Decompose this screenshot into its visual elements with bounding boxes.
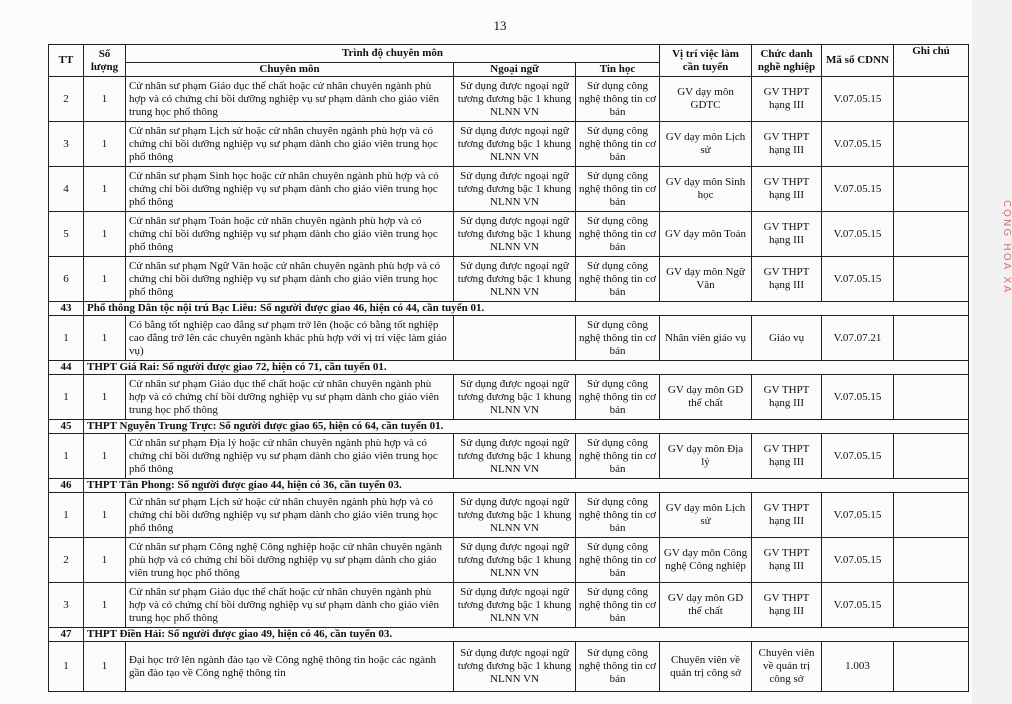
cell-it: Sử dụng công nghệ thông tin cơ bản — [576, 493, 660, 538]
cell-job-title: Giáo vụ — [752, 316, 822, 361]
table-row — [49, 212, 969, 257]
cell-major: Cử nhân sư phạm Giáo dục thể chất hoặc cử nhân chuyên ngành phù hợp và có chứng chỉ bồi dưỡng nghiệp vụ sư phạm dành cho giáo viên trung học phổ thông — [126, 375, 454, 420]
cell-tt: 2 — [49, 77, 84, 122]
table-row — [49, 493, 969, 538]
cell-position: GV dạy môn Lịch sử — [660, 493, 752, 538]
table-row — [49, 167, 969, 212]
cell-quantity: 1 — [84, 167, 126, 212]
cell-position: GV dạy môn Ngữ Văn — [660, 257, 752, 302]
cell-language: Sử dụng được ngoại ngữ tương đương bậc 1 khung NLNN VN — [454, 257, 576, 302]
cell-job-title: GV THPT hạng III — [752, 122, 822, 167]
cell-it: Sử dụng công nghệ thông tin cơ bản — [576, 167, 660, 212]
cell-position: GV dạy môn GDTC — [660, 77, 752, 122]
cell-note — [894, 77, 969, 122]
cell-job-title: GV THPT hạng III — [752, 167, 822, 212]
cell-tt: 3 — [49, 583, 84, 628]
cell-note — [894, 167, 969, 212]
cell-note — [894, 642, 969, 692]
cell-code: 1.003 — [822, 642, 894, 692]
cell-major: Cử nhân sư phạm Địa lý hoặc cử nhân chuyên ngành phù hợp và có chứng chỉ bồi dưỡng nghiệp vụ sư phạm dành cho giáo viên trung học phổ thông — [126, 434, 454, 479]
red-seal-stamp: CỘNG HÒA XÃ — [1001, 200, 1012, 295]
header-row-1 — [49, 45, 969, 63]
cell-position: Chuyên viên về quản trị công sở — [660, 642, 752, 692]
cell-major: Đại học trở lên ngành đào tạo về Công nghệ thông tin hoặc các ngành gần đào tạo về Công nghệ thông tin — [126, 642, 454, 692]
table-row — [49, 316, 969, 361]
cell-quantity: 1 — [84, 77, 126, 122]
page-number: 13 — [493, 18, 507, 33]
cell-note — [894, 434, 969, 479]
cell-major: Cử nhân sư phạm Ngữ Văn hoặc cử nhân chuyên ngành phù hợp và có chứng chỉ bồi dưỡng nghiệp vụ sư phạm dành cho giáo viên trung học phổ thông — [126, 257, 454, 302]
cell-quantity: 1 — [84, 375, 126, 420]
cell-job-title: Chuyên viên về quản trị công sở — [752, 642, 822, 692]
cell-tt: 6 — [49, 257, 84, 302]
cell-language: Sử dụng được ngoại ngữ tương đương bậc 1 khung NLNN VN — [454, 212, 576, 257]
cell-job-title: GV THPT hạng III — [752, 493, 822, 538]
cell-job-title: GV THPT hạng III — [752, 434, 822, 479]
cell-note — [894, 212, 969, 257]
cell-position: GV dạy môn Công nghệ Công nghiệp — [660, 538, 752, 583]
cell-note — [894, 375, 969, 420]
cell-tt: 1 — [49, 375, 84, 420]
cell-note — [894, 538, 969, 583]
cell-job-title: GV THPT hạng III — [752, 212, 822, 257]
cell-major: Cử nhân sư phạm Lịch sử hoặc cử nhân chuyên ngành phù hợp và có chứng chỉ bồi dưỡng nghiệp vụ sư phạm dành cho giáo viên trung học phổ thông — [126, 493, 454, 538]
cell-tt: 3 — [49, 122, 84, 167]
group-title: THPT Điền Hải: Số người được giao 49, hiện có 46, cần tuyển 03. — [84, 628, 969, 642]
cell-tt: 1 — [49, 642, 84, 692]
cell-quantity: 1 — [84, 583, 126, 628]
cell-quantity: 1 — [84, 212, 126, 257]
table-row — [49, 375, 969, 420]
cell-language: Sử dụng được ngoại ngữ tương đương bậc 1 khung NLNN VN — [454, 583, 576, 628]
cell-it: Sử dụng công nghệ thông tin cơ bản — [576, 122, 660, 167]
cell-it: Sử dụng công nghệ thông tin cơ bản — [576, 77, 660, 122]
group-row — [49, 302, 969, 316]
cell-position: GV dạy môn Địa lý — [660, 434, 752, 479]
cell-tt: 1 — [49, 434, 84, 479]
group-row — [49, 420, 969, 434]
cell-it: Sử dụng công nghệ thông tin cơ bản — [576, 642, 660, 692]
cell-major: Cử nhân sư phạm Công nghệ Công nghiệp hoặc cử nhân chuyên ngành phù hợp và có chứng chỉ bồi dưỡng nghiệp vụ sư phạm dành cho giáo viên trung học phổ thông — [126, 538, 454, 583]
header-tt: TT — [49, 45, 84, 77]
cell-it: Sử dụng công nghệ thông tin cơ bản — [576, 375, 660, 420]
cell-language: Sử dụng được ngoại ngữ tương đương bậc 1 khung NLNN VN — [454, 493, 576, 538]
table-row — [49, 642, 969, 692]
cell-it: Sử dụng công nghệ thông tin cơ bản — [576, 434, 660, 479]
cell-position: GV dạy môn Sinh học — [660, 167, 752, 212]
cell-job-title: GV THPT hạng III — [752, 583, 822, 628]
cell-quantity: 1 — [84, 122, 126, 167]
cell-note — [894, 583, 969, 628]
cell-quantity: 1 — [84, 257, 126, 302]
group-title: THPT Giá Rai: Số người được giao 72, hiện có 71, cần tuyển 01. — [84, 361, 969, 375]
cell-language: Sử dụng được ngoại ngữ tương đương bậc 1 khung NLNN VN — [454, 375, 576, 420]
table-row — [49, 122, 969, 167]
header-code: Mã số CDNN — [822, 45, 894, 77]
cell-major: Cử nhân sư phạm Sinh học hoặc cử nhân chuyên ngành phù hợp và có chứng chỉ bồi dưỡng nghiệp vụ sư phạm dành cho giáo viên trung học phổ thông — [126, 167, 454, 212]
cell-position: GV dạy môn GD thể chất — [660, 375, 752, 420]
header-quantity: Số lượng — [84, 45, 126, 77]
cell-quantity: 1 — [84, 434, 126, 479]
cell-code: V.07.05.15 — [822, 77, 894, 122]
cell-position: GV dạy môn Toán — [660, 212, 752, 257]
group-number: 46 — [49, 479, 84, 493]
header-qualification: Trình độ chuyên môn — [126, 45, 660, 63]
cell-language: Sử dụng được ngoại ngữ tương đương bậc 1 khung NLNN VN — [454, 167, 576, 212]
cell-code: V.07.05.15 — [822, 434, 894, 479]
cell-language: Sử dụng được ngoại ngữ tương đương bậc 1 khung NLNN VN — [454, 77, 576, 122]
group-number: 47 — [49, 628, 84, 642]
cell-it: Sử dụng công nghệ thông tin cơ bản — [576, 538, 660, 583]
cell-job-title: GV THPT hạng III — [752, 375, 822, 420]
cell-tt: 2 — [49, 538, 84, 583]
cell-note — [894, 316, 969, 361]
cell-job-title: GV THPT hạng III — [752, 77, 822, 122]
header-job-title: Chức danh nghề nghiệp — [752, 45, 822, 77]
cell-position: GV dạy môn GD thể chất — [660, 583, 752, 628]
cell-note — [894, 122, 969, 167]
cell-code: V.07.05.15 — [822, 122, 894, 167]
group-title: Phổ thông Dân tộc nội trú Bạc Liêu: Số người được giao 46, hiện có 44, cần tuyển 01. — [84, 302, 969, 316]
recruitment-table — [48, 44, 969, 692]
cell-language: Sử dụng được ngoại ngữ tương đương bậc 1 khung NLNN VN — [454, 434, 576, 479]
table-row — [49, 583, 969, 628]
header-major: Chuyên môn — [126, 63, 454, 77]
cell-job-title: GV THPT hạng III — [752, 257, 822, 302]
table-row — [49, 77, 969, 122]
cell-it: Sử dụng công nghệ thông tin cơ bản — [576, 212, 660, 257]
cell-language: Sử dụng được ngoại ngữ tương đương bậc 1 khung NLNN VN — [454, 538, 576, 583]
group-title: THPT Nguyễn Trung Trực: Số người được giao 65, hiện có 64, cần tuyển 01. — [84, 420, 969, 434]
cell-code: V.07.07.21 — [822, 316, 894, 361]
cell-code: V.07.05.15 — [822, 493, 894, 538]
cell-code: V.07.05.15 — [822, 167, 894, 212]
cell-code: V.07.05.15 — [822, 538, 894, 583]
table-row — [49, 434, 969, 479]
cell-note — [894, 257, 969, 302]
cell-tt: 5 — [49, 212, 84, 257]
cell-quantity: 1 — [84, 642, 126, 692]
group-number: 44 — [49, 361, 84, 375]
cell-code: V.07.05.15 — [822, 375, 894, 420]
group-number: 43 — [49, 302, 84, 316]
cell-quantity: 1 — [84, 538, 126, 583]
group-row — [49, 628, 969, 642]
cell-tt: 1 — [49, 316, 84, 361]
group-number: 45 — [49, 420, 84, 434]
cell-quantity: 1 — [84, 316, 126, 361]
cell-language: Sử dụng được ngoại ngữ tương đương bậc 1 khung NLNN VN — [454, 642, 576, 692]
cell-major: Cử nhân sư phạm Toán hoặc cử nhân chuyên ngành phù hợp và có chứng chỉ bồi dưỡng nghiệp vụ sư phạm dành cho giáo viên trung học phổ thông — [126, 212, 454, 257]
group-row — [49, 479, 969, 493]
table-row — [49, 538, 969, 583]
header-language: Ngoại ngữ — [454, 63, 576, 77]
cell-major: Cử nhân sư phạm Lịch sử hoặc cử nhân chuyên ngành phù hợp và có chứng chỉ bồi dưỡng nghiệp vụ sư phạm dành cho giáo viên trung học phổ thông — [126, 122, 454, 167]
cell-it: Sử dụng công nghệ thông tin cơ bản — [576, 316, 660, 361]
cell-code: V.07.05.15 — [822, 257, 894, 302]
cell-position: GV dạy môn Lịch sử — [660, 122, 752, 167]
cell-language — [454, 316, 576, 361]
cell-position: Nhân viên giáo vụ — [660, 316, 752, 361]
cell-note — [894, 493, 969, 538]
cell-job-title: GV THPT hạng III — [752, 538, 822, 583]
cell-code: V.07.05.15 — [822, 583, 894, 628]
table-row — [49, 257, 969, 302]
header-note: Ghi chú — [894, 45, 969, 77]
cell-quantity: 1 — [84, 493, 126, 538]
cell-major: Có bằng tốt nghiệp cao đẳng sư phạm trở lên (hoặc có bằng tốt nghiệp cao đẳng trở lên các chuyên ngành khác phù hợp với vị trí việc làm giáo vụ) — [126, 316, 454, 361]
header-position: Vị trí việc làm cần tuyển — [660, 45, 752, 77]
group-title: THPT Tân Phong: Số người được giao 44, hiện có 36, cần tuyển 03. — [84, 479, 969, 493]
cell-language: Sử dụng được ngoại ngữ tương đương bậc 1 khung NLNN VN — [454, 122, 576, 167]
cell-major: Cử nhân sư phạm Giáo dục thể chất hoặc cử nhân chuyên ngành phù hợp và có chứng chỉ bồi dưỡng nghiệp vụ sư phạm dành cho giáo viên trung học phổ thông — [126, 583, 454, 628]
cell-it: Sử dụng công nghệ thông tin cơ bản — [576, 583, 660, 628]
cell-code: V.07.05.15 — [822, 212, 894, 257]
table-body — [49, 77, 969, 692]
cell-major: Cử nhân sư phạm Giáo dục thể chất hoặc cử nhân chuyên ngành phù hợp và có chứng chỉ bồi dưỡng nghiệp vụ sư phạm dành cho giáo viên trung học phổ thông — [126, 77, 454, 122]
header-it: Tin học — [576, 63, 660, 77]
cell-it: Sử dụng công nghệ thông tin cơ bản — [576, 257, 660, 302]
cell-tt: 1 — [49, 493, 84, 538]
cell-tt: 4 — [49, 167, 84, 212]
group-row — [49, 361, 969, 375]
